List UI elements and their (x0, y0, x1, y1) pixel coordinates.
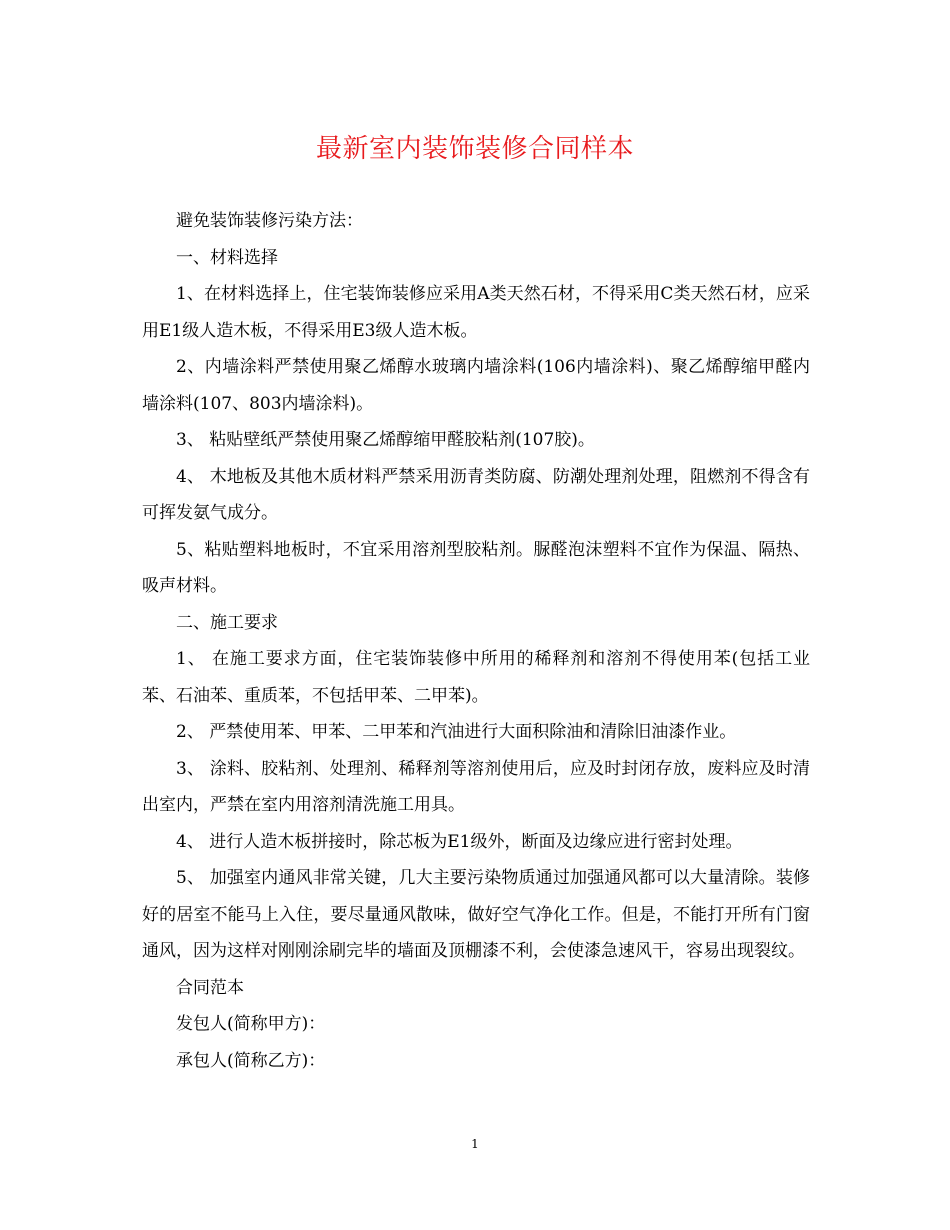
paragraph-material-5: 5、粘贴塑料地板时，不宜采用溶剂型胶粘剂。脲醛泡沫塑料不宜作为保温、隔热、吸声材料。 (142, 539, 810, 596)
paragraph-material-1: 1、在材料选择上，住宅装饰装修应采用A类天然石材，不得采用C类天然石材，应采用E1级人造木板，不得采用E3级人造木板。 (142, 284, 810, 341)
party-b-label: 承包人(简称乙方)： (176, 1050, 326, 1071)
paragraph-construction-4: 4、 进行人造木板拼接时，除芯板为E1级外，断面及边缘应进行密封处理。 (176, 831, 743, 852)
paragraph-material-3: 3、 粘贴壁纸严禁使用聚乙烯醇缩甲醛胶粘剂(107胶)。 (176, 430, 595, 450)
paragraph-material-4: 4、 木地板及其他木质材料严禁采用沥青类防腐、防潮处理剂处理，阻燃剂不得含有可挥发氨气成分。 (142, 466, 810, 523)
paragraph-construction-2: 2、 严禁使用苯、甲苯、二甲苯和汽油进行大面积除油和清除旧油漆作业。 (176, 722, 737, 742)
paragraph-construction-5: 5、 加强室内通风非常关键，几大主要污染物质通过加强通风都可以大量清除。装修好的居室不能马上入住，要尽量通风散味，做好空气净化工作。但是，不能打开所有门窗通风，因为这样对刚刚涂刷完毕的墙面及顶棚漆不利，会使漆急速风干，容易出现裂纹。 (142, 868, 810, 961)
document-title: 最新室内装饰装修合同样本 (315, 134, 634, 164)
page-number: 1 (471, 1137, 479, 1151)
paragraph-construction-3: 3、 涂料、胶粘剂、处理剂、稀释剂等溶剂使用后，应及时封闭存放，废料应及时清出室内，严禁在室内用溶剂清洗施工用具。 (142, 758, 810, 815)
document-body (142, 203, 810, 1079)
contract-template-heading: 合同范本 (176, 977, 244, 998)
section-heading-material-selection: 一、材料选择 (176, 247, 278, 268)
paragraph-pollution-methods-heading: 避免装饰装修污染方法： (176, 211, 363, 231)
section-heading-construction-requirements: 二、施工要求 (176, 612, 278, 633)
paragraph-material-2: 2、内墙涂料严禁使用聚乙烯醇水玻璃内墙涂料(106内墙涂料)、聚乙烯醇缩甲醛内墙涂料(107、803内墙涂料)。 (142, 357, 810, 414)
paragraph-construction-1: 1、 在施工要求方面，住宅装饰装修中所用的稀释剂和溶剂不得使用苯(包括工业苯、石油苯、重质苯，不包括甲苯、二甲苯)。 (142, 649, 810, 706)
party-a-label: 发包人(简称甲方)： (176, 1014, 326, 1034)
